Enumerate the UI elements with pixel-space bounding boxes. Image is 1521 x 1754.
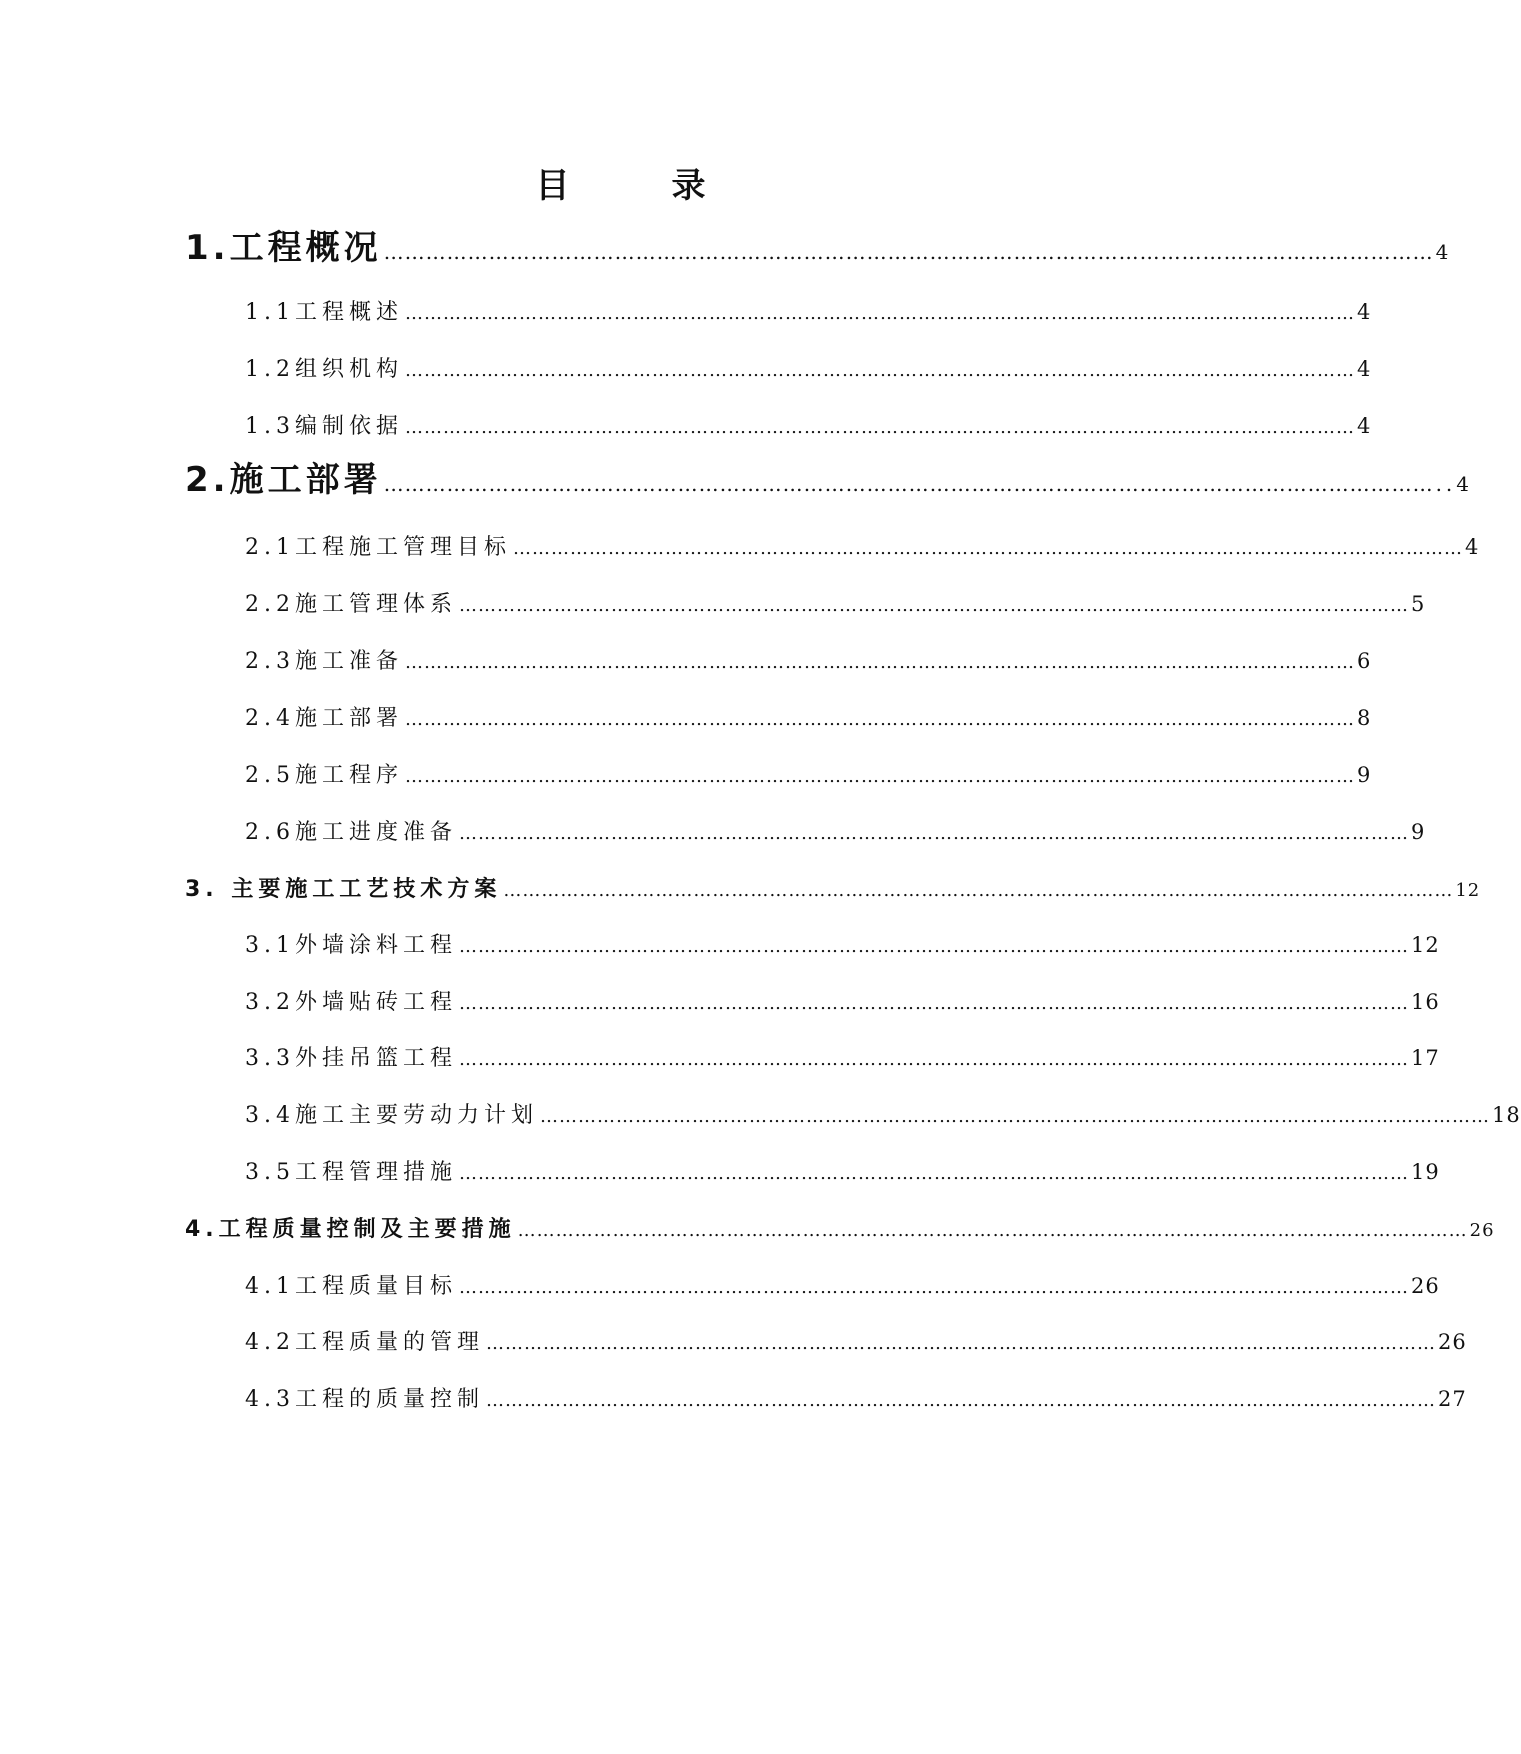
toc-leader: …………………………………………………………………………………………………………………………………… <box>517 1220 1468 1241</box>
toc-page-number: 17 <box>1411 1046 1440 1070</box>
toc-entry-4-3[interactable] <box>245 1382 1467 1413</box>
toc-label: 1.1工程概述 <box>245 300 403 325</box>
toc-label: 1.3编制依据 <box>245 414 403 439</box>
toc-entry-3-3[interactable] <box>245 1041 1440 1072</box>
toc-entry-1-2[interactable] <box>245 352 1372 383</box>
toc-leader: …………………………………………………………………………………………………………………………………… <box>405 766 1355 787</box>
toc-page-number: 26 <box>1411 1274 1440 1298</box>
toc-page-number: 12 <box>1455 880 1481 901</box>
toc-entry-1-3[interactable] <box>245 409 1372 440</box>
toc-entry-1[interactable] <box>185 220 1453 269</box>
toc-label: 2.施工部署 <box>185 460 382 500</box>
toc-leader: …………………………………………………………………………………………………………………………………… <box>383 240 1434 264</box>
toc-label: 2.5施工程序 <box>245 763 403 788</box>
toc-entry-2[interactable] <box>185 452 1474 501</box>
toc-entry-4[interactable] <box>185 1212 1495 1243</box>
toc-page-number: 4 <box>1435 240 1453 264</box>
toc-label: 3.3外挂吊篮工程 <box>245 1046 457 1071</box>
toc-page-number: 6 <box>1357 649 1372 673</box>
toc-label: 3. 主要施工工艺技术方案 <box>185 877 502 902</box>
toc-leader: …………………………………………………………………………………………………………………………………… <box>486 1333 1436 1354</box>
toc-leader: …………………………………………………………………………………………………………………………………… <box>405 652 1355 673</box>
toc-entry-4-1[interactable] <box>245 1269 1440 1300</box>
toc-page-number: 4 <box>1357 357 1372 381</box>
toc-leader: …………………………………………………………………………………………………………………………………… <box>405 303 1355 324</box>
toc-label: 2.6施工进度准备 <box>245 820 457 845</box>
toc-page-number: 19 <box>1411 1160 1440 1184</box>
toc-entry-3-1[interactable] <box>245 928 1440 959</box>
toc-page-number: ..4 <box>1435 472 1474 496</box>
toc-label: 4.工程质量控制及主要措施 <box>185 1217 516 1242</box>
toc-page-number: 4 <box>1465 535 1480 559</box>
toc-page-number: 5 <box>1411 592 1426 616</box>
toc-leader: …………………………………………………………………………………………………………………………………… <box>459 595 1409 616</box>
toc-leader: …………………………………………………………………………………………………………………………………… <box>503 880 1454 901</box>
toc-leader: …………………………………………………………………………………………………………………………………… <box>459 936 1409 957</box>
toc-leader: …………………………………………………………………………………………………………………………………… <box>383 472 1434 496</box>
toc-leader: …………………………………………………………………………………………………………………………………… <box>459 1049 1409 1070</box>
toc-page-number: 4 <box>1357 414 1372 438</box>
toc-entry-1-1[interactable] <box>245 295 1372 326</box>
toc-label: 3.4施工主要劳动力计划 <box>245 1103 538 1128</box>
toc-page-number: 9 <box>1357 763 1372 787</box>
toc-entry-3-2[interactable] <box>245 985 1440 1016</box>
toc-entry-3-5[interactable] <box>245 1155 1440 1186</box>
toc-label: 3.1外墙涂料工程 <box>245 933 457 958</box>
toc-page-number: 9 <box>1411 820 1426 844</box>
toc-leader: …………………………………………………………………………………………………………………………………… <box>405 360 1355 381</box>
toc-page-number: 4 <box>1357 300 1372 324</box>
toc-label: 4.1工程质量目标 <box>245 1274 457 1299</box>
page-title: 目 录 <box>535 166 740 206</box>
toc-label: 4.2工程质量的管理 <box>245 1330 484 1355</box>
toc-leader: …………………………………………………………………………………………………………………………………… <box>405 709 1355 730</box>
toc-leader: …………………………………………………………………………………………………………………………………… <box>459 993 1409 1014</box>
toc-label: 2.4施工部署 <box>245 706 403 731</box>
toc-label: 4.3工程的质量控制 <box>245 1387 484 1412</box>
toc-leader: …………………………………………………………………………………………………………………………………… <box>459 1277 1409 1298</box>
toc-label: 3.5工程管理措施 <box>245 1160 457 1185</box>
toc-label: 2.1工程施工管理目标 <box>245 535 511 560</box>
toc-label: 2.3施工准备 <box>245 649 403 674</box>
toc-entry-4-2[interactable] <box>245 1325 1467 1356</box>
toc-entry-3-4[interactable] <box>245 1098 1521 1129</box>
toc-page-number: 8 <box>1357 706 1372 730</box>
toc-page-number: 27 <box>1438 1387 1467 1411</box>
toc-entry-2-2[interactable] <box>245 587 1426 618</box>
toc-leader: …………………………………………………………………………………………………………………………………… <box>513 538 1463 559</box>
toc-leader: …………………………………………………………………………………………………………………………………… <box>459 1163 1409 1184</box>
toc-label: 1.2组织机构 <box>245 357 403 382</box>
toc-entry-3[interactable] <box>185 872 1481 903</box>
toc-label: 2.2施工管理体系 <box>245 592 457 617</box>
toc-label: 3.2外墙贴砖工程 <box>245 990 457 1015</box>
toc-page-number: 16 <box>1411 990 1440 1014</box>
toc-page-number: 26 <box>1469 1220 1495 1241</box>
toc-leader: …………………………………………………………………………………………………………………………………… <box>540 1106 1490 1127</box>
toc-leader: …………………………………………………………………………………………………………………………………… <box>459 823 1409 844</box>
toc-leader: …………………………………………………………………………………………………………………………………… <box>405 417 1355 438</box>
toc-entry-2-1[interactable] <box>245 530 1480 561</box>
toc-page-number: 12 <box>1411 933 1440 957</box>
toc-leader: …………………………………………………………………………………………………………………………………… <box>486 1390 1436 1411</box>
toc-page-number: 26 <box>1438 1330 1467 1354</box>
toc-entry-2-3[interactable] <box>245 644 1372 675</box>
toc-entry-2-6[interactable] <box>245 815 1426 846</box>
toc-entry-2-4[interactable] <box>245 701 1372 732</box>
toc-entry-2-5[interactable] <box>245 758 1372 789</box>
toc-page-number: 18 <box>1492 1103 1521 1127</box>
toc-label: 1.工程概况 <box>185 228 382 268</box>
